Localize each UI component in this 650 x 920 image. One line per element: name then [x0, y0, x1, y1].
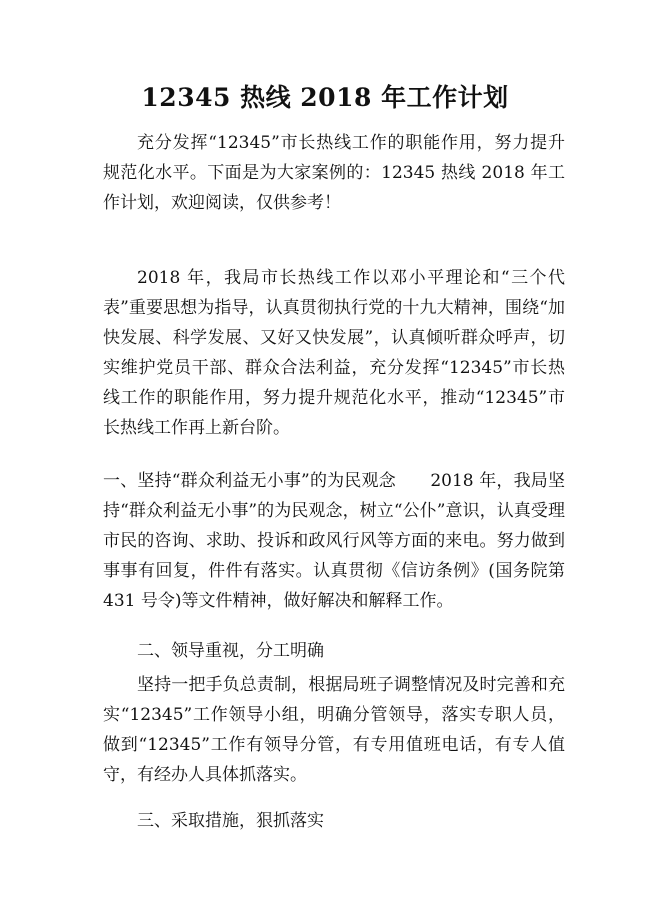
section-one-paragraph: 一、坚持“群众利益无小事”的为民观念 2018 年，我局坚持“群众利益无小事”的为民观念，树立“公仆”意识，认真受理市民的咨询、求助、投诉和政风行风等方面的来电。努力做到事事有回复，件件有落实。认真贯彻《信访条例》(国务院第 431 号令)等文件精神，做好解决和解释工作。 [103, 471, 565, 611]
body-paragraph-overview: 2018 年，我局市长热线工作以邓小平理论和“三个代表”重要思想为指导，认真贯彻执行党的十九大精神，围绕“加快发展、科学发展、又好又快发展”，认真倾听群众呼声，切实维护党员干部、群众合法利益，充分发挥“12345”市长热线工作的职能作用，努力提升规范化水平，推动“12345”市长热线工作再上新台阶。 [103, 268, 565, 438]
section-three-heading: 三、采取措施，狠抓落实 [137, 811, 324, 831]
section-two-heading: 二、领导重视，分工明确 [137, 641, 324, 661]
document-title: 12345 热线 2018 年工作计划 [141, 83, 509, 112]
intro-paragraph: 充分发挥“12345”市长热线工作的职能作用，努力提升规范化水平。下面是为大家案例的：12345 热线 2018 年工作计划，欢迎阅读，仅供参考！ [103, 133, 565, 213]
section-two-paragraph: 坚持一把手负总责制，根据局班子调整情况及时完善和充实“12345”工作领导小组，明确分管领导，落实专职人员，做到“12345”工作有领导分管，有专用值班电话，有专人值守，有经办人具体抓落实。 [103, 675, 565, 785]
